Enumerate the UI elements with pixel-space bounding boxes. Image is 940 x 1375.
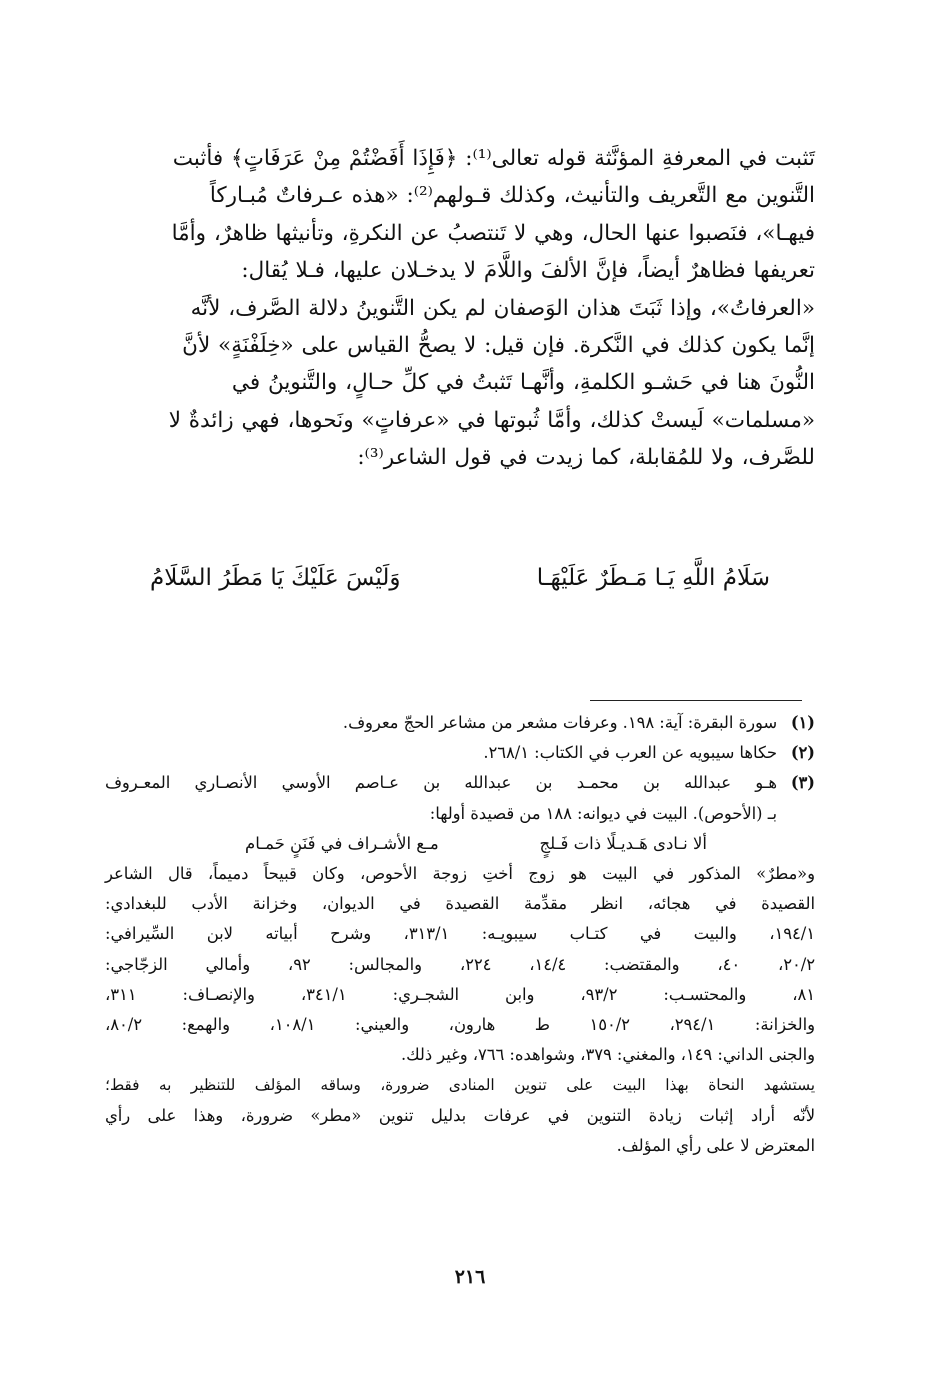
footnotes-section xyxy=(105,708,815,1161)
footnote-line: القصيدة في هجائه، انظر مقدِّمة القصيدة في الديوان، وخزانة الأدب للبغدادي: xyxy=(105,894,815,914)
main-text-line: إنَّما يكون كذلك في النَّكرة. فإن قيل: لا يصحُّ القياس على «خِلَفْنَةٍ» لأنَّ xyxy=(182,333,815,359)
footnote-poem-verse xyxy=(105,829,777,859)
footnote-separator xyxy=(590,700,802,701)
footnote-number: (١) xyxy=(790,713,815,732)
footnote-text: سورة البقرة: آية: ١٩٨. وعرفات مشعر من مشاعر الحجّ معروف. xyxy=(342,713,777,732)
footnote-text: حكاها سيبويه عن العرب في الكتاب: ٢٦٨/١. xyxy=(483,743,777,763)
poem-hemistich-first: ألا نـادى هَـديـلًا ذات فَـلجٍ xyxy=(539,833,707,853)
main-text-line: فيهـا»، فنَصبوا عنها الحال، وهي لا تَنتصبُ عن النكرةِ، وتأنيثها ظاهرٌ، وأمَّا xyxy=(171,220,815,246)
main-text-line: تعريفها فظاهرٌ أيضاً، فإنَّ الألفَ واللَّامَ لا يدخـلان عليها، فـلا يُقال: xyxy=(241,258,815,284)
main-text-line: التَّنوين مع التَّعريف والتأنيث، وكذلك قـولهم⁽²⁾: «هذه عـرفاتٌ مُبـاركاً xyxy=(209,183,815,209)
footnote-line: و«مطرٌ» المذكور في البيت هو زوج أختِ زوجة الأحوص، وكان قبيحاً دميماً، قال الشاعر xyxy=(105,864,815,884)
page-number: ٢١٦ xyxy=(454,1266,486,1288)
footnote-number: (٢) xyxy=(790,743,815,763)
footnote-line: والخزانة: ٢٩٤/١، ١٥٠/٢ ط هارون، والعيني: ١٠٨/١، والهمع: ٨٠/٢، xyxy=(105,1015,815,1035)
main-text-block xyxy=(105,140,815,477)
footnote-3-continuation xyxy=(105,859,815,1161)
main-text-line: النُّونَ هنا في حَشـو الكلمةِ، وأنَّهـا تَثبتُ في كلِّ حـالٍ، والتَّنوينُ في xyxy=(231,370,815,396)
footnote-3-body xyxy=(105,799,815,859)
footnote-line: ١٩٤/١، والبيت في كتـاب سيبويـه: ٣١٣/١، وشرح أبياته لابن السِّيرافي: xyxy=(105,924,815,944)
footnote-1 xyxy=(105,708,815,738)
verse-hemistich-second: وَلَيْسَ عَلَيْكَ يَا مَطَرُ السَّلَامُ xyxy=(150,565,401,591)
footnote-number: (٣) xyxy=(790,773,815,793)
editor-note-line: يستشهد النحاة بهذا البيت على تنوين المنادى ضرورة، وساقه المؤلف للتنظير به فقط؛ xyxy=(105,1076,815,1095)
main-text-line: «العرفاتُ»، وإذا ثَبَتَ هذان الوَصفان لم يكن التَّنوينُ دلالة الصَّرف، لأنَّه xyxy=(190,295,815,321)
main-text-line: تَثبت في المعرفةِ المؤنَّثة قوله تعالى⁽¹⁾: ﴿فَإِذَا أَفَضْتُمْ مِنْ عَرَفَاتٍ﴾ فأثبت xyxy=(172,146,815,171)
footnote-line: ٢٠/٢، ٤٠، والمقتضب: ١٤/٤، ٢٢٤، والمجالس: ٩٢، وأمالي الزجّاجي: xyxy=(105,954,815,974)
footnote-line: ٨١، والمحتسـب: ٩٣/٢، وابن الشجـري: ٣٤١/١، والإنصـاف: ٣١١، xyxy=(105,984,815,1004)
footnote-text: هـو عبدالله بن محمـد بن عبدالله بن عـاصم الأوسي الأنصـاري المعـروف xyxy=(105,773,777,793)
editor-note-line: المعترض لا على رأي المؤلف. xyxy=(616,1135,815,1155)
footnote-3 xyxy=(105,768,815,798)
footnote-line: بـ (الأحوص). البيت في ديوانه: ١٨٨ من قصيدة أولها: xyxy=(429,803,777,823)
main-text-line: للصَّرف، ولا للمُقابلة، كما زيدت في قول الشاعر⁽³⁾: xyxy=(357,445,815,471)
editor-note-line: لأنّه أراد إثبات زيادة التنوين في عرفات بدليل تنوين «مطر» ضرورة، وهذا على رأي xyxy=(105,1105,815,1125)
footnote-2 xyxy=(105,738,815,768)
poem-hemistich-second: مـع الأشـراف في فَنَنٍ حَمـام xyxy=(245,833,439,853)
verse-hemistich-first: سَلَامُ اللَّهِ يَـا مَـطَرٌ عَلَيْهَـا xyxy=(536,565,770,591)
main-text-line: «مسلمات» لَيستْ كذلك، وأمَّا ثُبوتها في «عرفاتٍ» ونَحوها، فهي زائدةٌ لا xyxy=(168,407,815,433)
poetry-verse xyxy=(150,558,770,598)
footnote-line: والجنى الداني: ١٤٩، والمغني: ٣٧٩، وشواهده: ٧٦٦، وغير ذلك. xyxy=(401,1045,815,1065)
